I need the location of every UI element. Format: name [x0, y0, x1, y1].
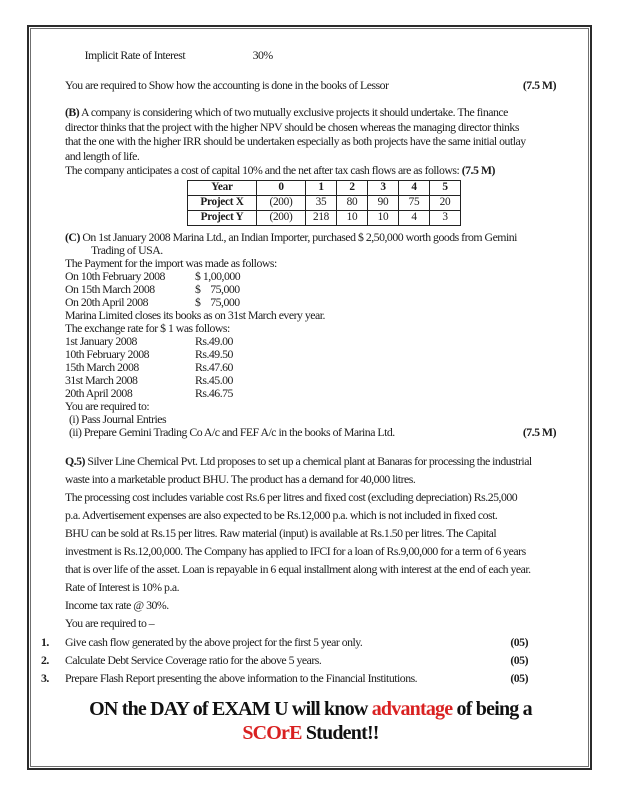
q5-line: waste into a marketable product BHU. The product has a demand for 40,000 litres.: [65, 471, 416, 486]
task-text: Give cash flow generated by the above project for the first 5 year only.: [65, 634, 363, 649]
task-number: 3.: [41, 671, 49, 686]
marks-badge: (7.5 M): [522, 78, 556, 92]
document-content: [30, 28, 589, 767]
q5-line: Income tax rate @ 30%.: [65, 597, 169, 612]
cell: (200): [257, 195, 306, 210]
payment-amount: $ 75,000: [195, 294, 240, 309]
exchange-rate: Rs.45.00: [195, 372, 233, 387]
section-b-line: [65, 105, 556, 120]
col-header: 1: [306, 180, 337, 195]
row-label: Project Y: [188, 210, 257, 225]
cell: 10: [368, 210, 399, 225]
exchange-date: 31st March 2008: [65, 372, 138, 387]
col-header-year: Year: [188, 180, 257, 195]
q5-line: Rate of Interest is 10% p.a.: [65, 579, 180, 594]
payment-row: [65, 283, 556, 296]
q5-line: You are required to –: [65, 615, 155, 630]
q5-line: The processing cost includes variable cost Rs.6 per litres and fixed cost (excluding depreciation) Rs.25,000: [65, 489, 518, 504]
col-header: 5: [430, 180, 461, 195]
section-b-text: A company is considering which of two mutually exclusive projects it should undertake. The finance: [79, 105, 508, 119]
payment-intro: The Payment for the import was made as follows:: [65, 255, 277, 270]
cell: 90: [368, 195, 399, 210]
section-b-intro-text: The company anticipates a cost of capital 10% and the net after tax cash flows are as follows:: [65, 163, 460, 177]
row-label: Project X: [188, 195, 257, 210]
marks-badge: (7.5 M): [461, 163, 495, 177]
exchange-row: [65, 348, 556, 361]
implicit-rate-label: Implicit Rate of Interest: [84, 48, 186, 62]
section-b-line: director thinks that the project with the higher NPV should be chosen whereas the managing director thinks: [65, 119, 519, 134]
exchange-date: 20th April 2008: [65, 385, 133, 400]
task-item-2: [41, 651, 556, 669]
exchange-rate: Rs.49.00: [195, 333, 233, 348]
section-c-line: Trading of USA.: [91, 242, 163, 257]
section-b-line: that the one with the higher IRR should be undertaken especially as both projects have the same initial outlay: [65, 134, 526, 148]
cashflow-table: [187, 180, 461, 226]
exchange-rate: Rs.46.75: [195, 385, 233, 400]
q5-line: [65, 452, 556, 470]
footer-text: ON the DAY of EXAM U will know: [89, 697, 372, 720]
cell: (200): [257, 210, 306, 225]
requirement-text: You are required to Show how the accounting is done in the books of Lessor: [65, 78, 389, 92]
exchange-date: 10th February 2008: [65, 346, 150, 361]
section-c-marker: (C): [65, 229, 80, 244]
footer-line-1: [65, 697, 556, 721]
task-item-1: [41, 633, 556, 651]
required-item-i: (i) Pass Journal Entries: [69, 411, 167, 426]
marks-badge: (05): [510, 671, 528, 686]
q5-marker: Q.5): [65, 453, 85, 468]
document-page: [27, 25, 592, 770]
required-intro: You are required to:: [65, 398, 150, 413]
task-number: 2.: [41, 652, 49, 667]
cell: 20: [430, 195, 461, 210]
question-5: [65, 452, 556, 632]
footer-line-2: [65, 721, 556, 745]
q5-text: Silver Line Chemical Pvt. Ltd proposes to set up a chemical plant at Banaras for processing the industrial: [84, 453, 532, 468]
q5-line: p.a. Advertisement expenses are also expected to be Rs.12,000 p.a. which is not included in fixed cost.: [65, 507, 498, 522]
exchange-row: [65, 387, 556, 400]
implicit-rate-row: [65, 33, 556, 78]
payment-date: On 10th February 2008: [65, 268, 165, 283]
marks-badge: (7.5 M): [522, 424, 556, 439]
q5-line: investment is Rs.12,00,000. The Company has applied to IFCI for a loan of Rs.9,00,000 for a term of 6 years: [65, 543, 526, 558]
payment-date: On 15th March 2008: [65, 281, 155, 296]
section-c-text: On 1st January 2008 Marina Ltd., an Indian Importer, purchased $ 2,50,000 worth goods from Gemini: [79, 229, 517, 244]
books-note: Marina Limited closes its books as on 31st March every year.: [65, 307, 325, 322]
section-c: [65, 231, 556, 439]
payment-amount: $ 75,000: [195, 281, 240, 296]
footer-highlight-advantage: advantage: [371, 697, 453, 720]
exchange-row: [65, 374, 556, 387]
section-b-line: and length of life.: [65, 148, 140, 163]
cell: 3: [430, 210, 461, 225]
cell: 4: [399, 210, 430, 225]
section-b: [65, 105, 556, 178]
task-text: Calculate Debt Service Coverage ratio for the above 5 years.: [65, 652, 322, 667]
footer-text: of being a: [452, 697, 532, 720]
task-item-3: [41, 669, 556, 687]
section-b-intro-line: [65, 163, 556, 178]
task-list: [41, 633, 556, 688]
exchange-row: [65, 335, 556, 348]
q5-line: BHU can be sold at Rs.15 per litres. Raw material (input) is available at Rs.1.50 per litres. The Capital: [65, 525, 497, 540]
exchange-date: 1st January 2008: [65, 333, 137, 348]
section-c-line: [65, 231, 556, 244]
footer-text: Student!!: [301, 721, 379, 744]
requirement-row: [65, 78, 556, 93]
task-number: 1.: [41, 634, 49, 649]
col-header: 3: [368, 180, 399, 195]
footer-banner: [65, 697, 556, 745]
cell: 10: [337, 210, 368, 225]
cell: 35: [306, 195, 337, 210]
table-header-row: [188, 180, 461, 195]
table-row-project-y: [188, 210, 461, 225]
task-text: Prepare Flash Report presenting the above information to the Financial Institutions.: [65, 671, 418, 686]
q5-line: that is over life of the asset. Loan is repayable in 6 equal installment along with interest at the end of each year.: [65, 561, 531, 576]
payment-date: On 20th April 2008: [65, 294, 149, 309]
table-row-project-x: [188, 195, 461, 210]
exchange-row: [65, 361, 556, 374]
required-item-ii: (ii) Prepare Gemini Trading Co A/c and FEF A/c in the books of Marina Ltd.: [69, 424, 395, 439]
exchange-intro: The exchange rate for $ 1 was follows:: [65, 320, 230, 335]
payment-row: [65, 296, 556, 309]
footer-highlight-score: SCOrE: [242, 721, 302, 744]
cell: 218: [306, 210, 337, 225]
cell: 75: [399, 195, 430, 210]
exchange-rate: Rs.47.60: [195, 359, 233, 374]
required-item-ii-row: [65, 426, 556, 439]
marks-badge: (05): [510, 634, 528, 649]
exchange-rate: Rs.49.50: [195, 346, 233, 361]
payment-amount: $ 1,00,000: [195, 268, 241, 283]
col-header: 4: [399, 180, 430, 195]
cell: 80: [337, 195, 368, 210]
section-b-marker: (B): [65, 105, 80, 119]
payment-row: [65, 270, 556, 283]
exchange-date: 15th March 2008: [65, 359, 139, 374]
col-header: 0: [257, 180, 306, 195]
marks-badge: (05): [510, 652, 528, 667]
implicit-rate-value: 30%: [252, 48, 273, 62]
col-header: 2: [337, 180, 368, 195]
